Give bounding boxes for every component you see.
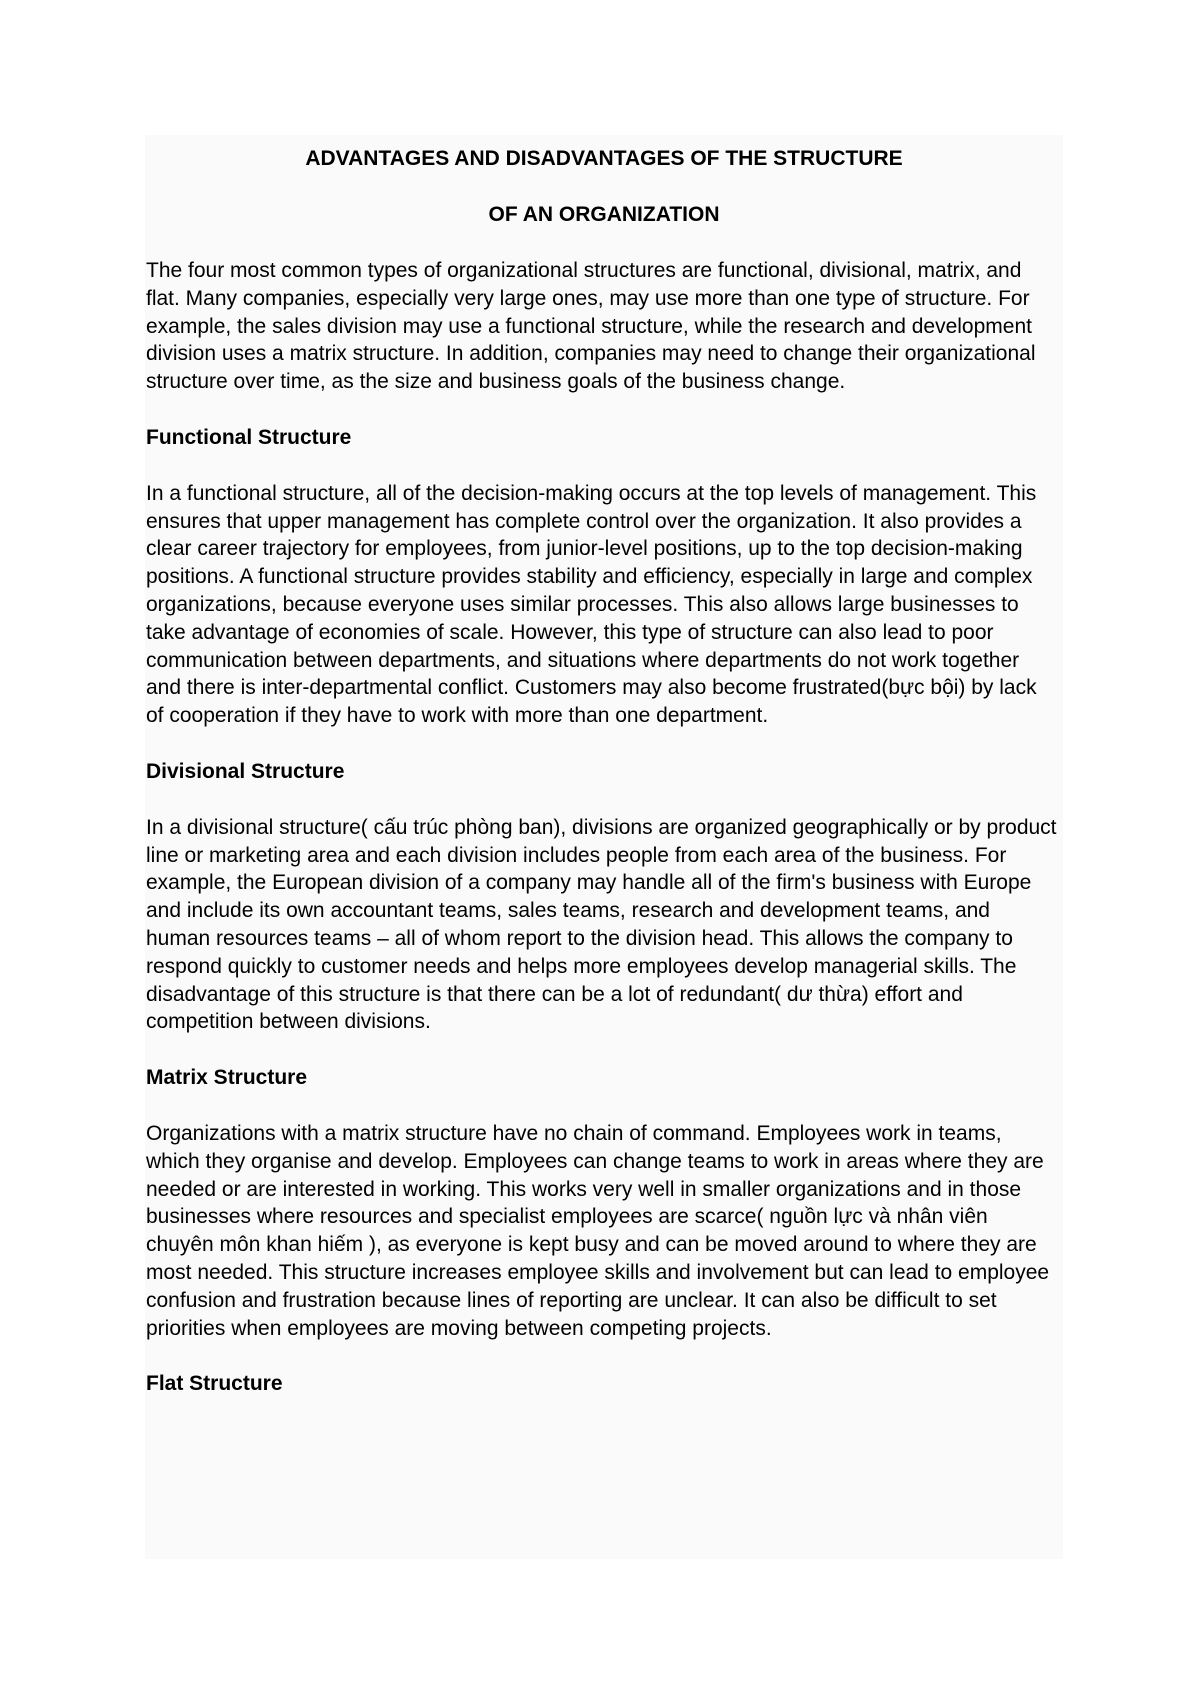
document-page [145, 135, 1063, 1559]
section-body-divisional: In a divisional structure( cấu trúc phòng ban), divisions are organized geographically or by product line or marketing area and each division includes people from each area of the business. For example, the European division of a company may handle all of the firm's business with Europe and include its own accountant teams, sales teams, research and development teams, and human resources teams – all of whom report to the division head. This allows the company to respond quickly to customer needs and helps more employees develop managerial skills. The disadvantage of this structure is that there can be a lot of redundant( dư thừa) effort and competition between divisions. [146, 815, 1057, 1034]
document-title-line-2: OF AN ORGANIZATION [488, 203, 720, 226]
section-body-functional: In a functional structure, all of the decision-making occurs at the top levels of management. This ensures that upper management has complete control over the organization. It also provides a clear career trajectory for employees, from junior-level positions, up to the top decision-making positions. A functional structure provides stability and efficiency, especially in large and complex organizations, because everyone uses similar processes. This also allows large businesses to take advantage of economies of scale. However, this type of structure can also lead to poor communication between departments, and situations where departments do not work together and there is inter-departmental conflict. Customers may also become frustrated(bực bội) by lack of cooperation if they have to work with more than one department. [146, 481, 1037, 728]
section-heading-divisional: Divisional Structure [146, 759, 345, 783]
document-title-line-1: ADVANTAGES AND DISADVANTAGES OF THE STRUCTURE [305, 147, 903, 170]
section-heading-matrix: Matrix Structure [146, 1066, 308, 1090]
intro-paragraph: The four most common types of organizational structures are functional, divisional, matrix, and flat. Many companies, especially very large ones, may use more than one type of structure. For example, the sales division may use a functional structure, while the research and development division uses a matrix structure. In addition, companies may need to change their organizational structure over time, as the size and business goals of the business change. [146, 259, 1036, 394]
section-heading-functional: Functional Structure [146, 425, 352, 449]
section-heading-flat: Flat Structure [146, 1372, 283, 1396]
section-body-matrix: Organizations with a matrix structure have no chain of command. Employees work in teams, which they organise and develop. Employees can change teams to work in areas where they are needed or are interested in working. This works very well in smaller organizations and in those businesses where resources and specialist employees are scarce( nguồn lực và nhân viên chuyên môn khan hiếm ), as everyone is kept busy and can be moved around to where they are most needed. This structure increases employee skills and involvement but can lead to employee confusion and frustration because lines of reporting are unclear. It can also be difficult to set priorities when employees are moving between competing projects. [146, 1121, 1050, 1340]
